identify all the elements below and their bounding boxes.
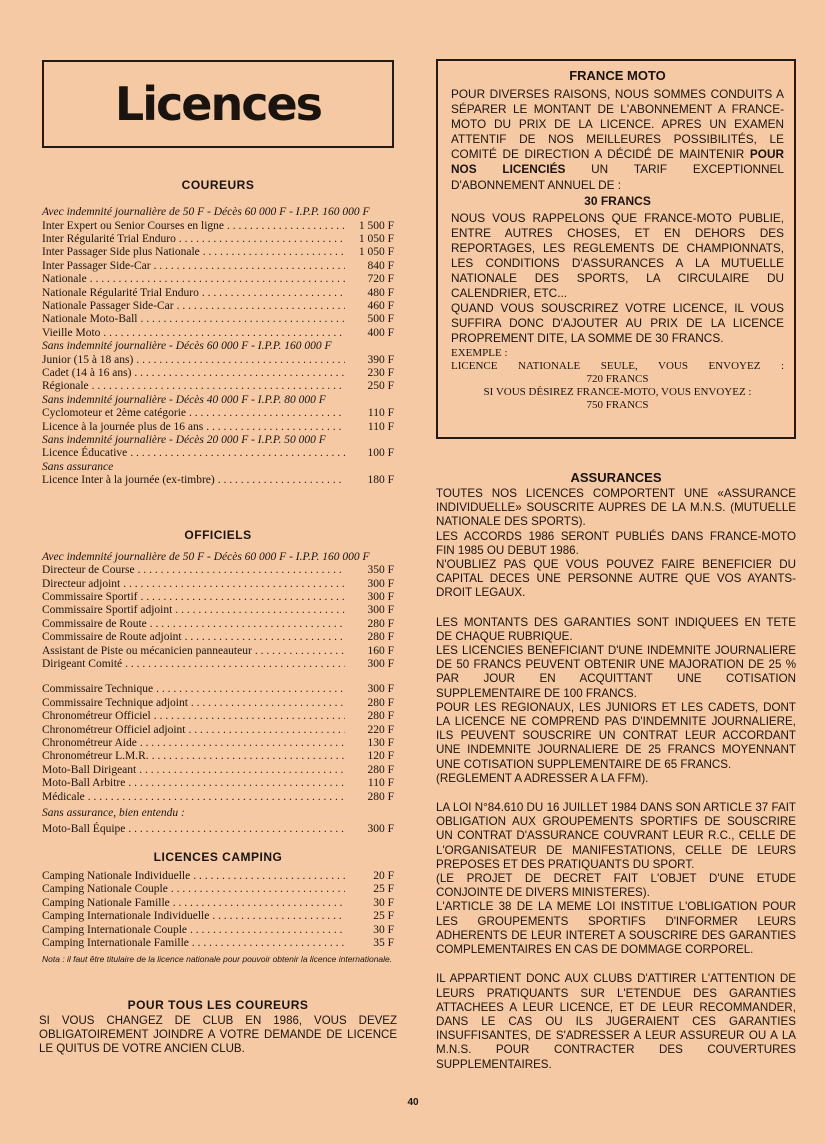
price-row (42, 937, 394, 950)
price-row-label: Commissaire Technique (42, 683, 154, 696)
price-row-label: Inter Passager Side-Car (42, 259, 151, 272)
leader-dots (130, 447, 345, 460)
price-row-label: Nationale (42, 273, 87, 286)
france-moto-example-2-amount: 750 FRANCS (586, 399, 649, 412)
price-row (42, 327, 394, 340)
price-row-value: 840 F (367, 259, 394, 272)
page-number: 40 (407, 1097, 419, 1108)
price-row-value: 300 F (367, 822, 394, 835)
leader-dots (150, 618, 345, 631)
price-row-value: 350 F (367, 564, 394, 577)
leader-dots (141, 313, 346, 326)
price-row-label: Junior (15 à 18 ans) (42, 353, 134, 366)
leader-dots (185, 631, 345, 644)
officiels-price-list-1 (42, 564, 394, 671)
price-row-value: 100 F (367, 447, 394, 460)
price-row (42, 407, 394, 420)
price-row (42, 791, 394, 804)
price-row-value: 300 F (367, 590, 394, 603)
price-row-value: 25 F (373, 910, 394, 923)
price-row-value: 110 F (367, 407, 394, 420)
price-row-value: 280 F (367, 696, 394, 709)
fm-p1-text-end: UN TARIF EXCEPTIONNEL D'ABONNEMENT ANNUEL DE : (451, 162, 784, 192)
price-row (42, 578, 394, 591)
france-moto-example-1: LICENCE NATIONALE SEULE, VOUS ENVOYEZ : (451, 359, 784, 372)
price-row-label: Moto-Ball Équipe (42, 822, 126, 835)
price-row-value: 1 050 F (358, 232, 394, 245)
leader-dots (190, 924, 345, 937)
price-row-label: Sans indemnité journalière - Décès 60 000 F - I.P.P. 160 000 F (42, 340, 332, 353)
price-row (42, 220, 394, 233)
assurances-title: ASSURANCES (570, 470, 662, 485)
officiels-price-list-2 (42, 683, 394, 804)
assurances-p3: N'OUBLIEZ PAS QUE VOUS POUVEZ FAIRE BENEFICIER DU CAPITAL DECES UNE PERSONNE AUTRE QUE VOS AYANTS-DROIT LEGAUX. (436, 558, 796, 600)
price-row-label: Sans indemnité journalière - Décès 40 000 F - I.P.P. 80 000 F (42, 393, 326, 406)
france-moto-paragraph-1 (451, 87, 784, 193)
price-row-label: Camping Nationale Individuelle (42, 869, 191, 882)
price-row-label: Nationale Passager Side-Car (42, 299, 174, 312)
left-column (39, 178, 397, 1057)
price-row-value: 300 F (367, 577, 394, 590)
price-row-value: 1 500 F (358, 219, 394, 232)
leader-dots (189, 407, 345, 420)
price-row-value: 30 F (373, 896, 394, 909)
price-row-label: Licence à la journée plus de 16 ans (42, 420, 204, 433)
leader-dots (202, 287, 345, 300)
price-row-value: 280 F (367, 790, 394, 803)
price-row-label: Camping Nationale Famille (42, 896, 170, 909)
price-row (42, 380, 394, 393)
price-row (42, 604, 394, 617)
price-row-label: Commissaire Sportif adjoint (42, 604, 173, 617)
assurances-p6: POUR LES REGIONAUX, LES JUNIORS ET LES CADETS, DONT LA LICENCE NE COMPREND PAS D'INDEMNITE JOURNALIERE, ILS PEUVENT SOUSCRIRE UN CONTRAT LEUR ACCORDANT UNE INDEMNITE JOURNALIERE DE 25 FRANCS MOYENNANT UNE COTISATION SUPPLEMENTAIRE DE 65 FRANCS. (436, 700, 796, 771)
assurances-p4: LES MONTANTS DES GARANTIES SONT INDIQUEES EN TETE DE CHAQUE RUBRIQUE. (436, 615, 796, 643)
leader-dots (138, 564, 345, 577)
price-row-value: 280 F (367, 631, 394, 644)
leader-dots (203, 246, 345, 259)
france-moto-price: 30 FRANCS (584, 193, 651, 208)
price-row (42, 421, 394, 434)
leader-dots (192, 937, 345, 950)
price-row-value: 220 F (367, 723, 394, 736)
leader-dots (140, 737, 345, 750)
price-row-label: Nationale Régularité Trial Enduro (42, 286, 199, 299)
price-row (42, 883, 394, 896)
price-row-value: 300 F (367, 657, 394, 670)
price-row-value: 480 F (367, 286, 394, 299)
price-row (42, 434, 394, 447)
leader-dots (128, 823, 345, 836)
price-row-label: Sans indemnité journalière - Décès 20 000 F - I.P.P. 50 000 F (42, 434, 326, 446)
price-row (42, 300, 394, 313)
leader-dots (175, 604, 345, 617)
assurances-p10: L'ARTICLE 38 DE LA MEME LOI INSTITUE L'OBLIGATION POUR LES GROUPEMENTS SPORTIFS D'INFORMER LEURS ADHERENTS DE LEUR INTERET A SOUSCRIRE DES GARANTIES COMPLEMENTAIRES EN CAS DE DOMMAGE CORPOREL. (436, 900, 796, 957)
price-row-label: Commissaire de Route adjoint (42, 631, 182, 644)
price-row-value: 230 F (367, 366, 394, 379)
price-row-value: 120 F (367, 750, 394, 763)
france-moto-paragraph-3: QUAND VOUS SOUSCRIREZ VOTRE LICENCE, IL VOUS SUFFIRA DONC D'AJOUTER AU PRIX DE LA LICENCE PROPREMENT DITE, LA SOMME DE 30 FRANCS. (451, 301, 784, 346)
price-row-label: Commissaire de Route (42, 617, 147, 630)
price-row-label: Camping Internationale Couple (42, 923, 187, 936)
price-row-label: Directeur adjoint (42, 577, 121, 590)
price-row-value: 30 F (373, 923, 394, 936)
price-row (42, 683, 394, 696)
price-row-label: Commissaire Sportif (42, 590, 138, 603)
leader-dots (212, 910, 345, 923)
leader-dots (88, 791, 345, 804)
price-row (42, 618, 394, 631)
leader-dots (125, 658, 345, 671)
price-row-label: Chronométreur L.M.R. (42, 750, 149, 763)
price-row (42, 246, 394, 259)
price-row-value: 300 F (367, 604, 394, 617)
leader-dots (173, 897, 345, 910)
price-row-label: Camping Internationale Individuelle (42, 910, 210, 923)
price-row-value: 280 F (367, 617, 394, 630)
leader-dots (123, 578, 345, 591)
price-row (42, 737, 394, 750)
price-row-value: 25 F (373, 883, 394, 896)
price-row-value: 300 F (367, 683, 394, 696)
assurances-p1: TOUTES NOS LICENCES COMPORTENT UNE «ASSURANCE INDIVIDUELLE» SOUSCRITE AUPRES DE LA M.N.S. (MUTUELLE NATIONALE DES SPORTS). (436, 487, 796, 529)
leader-dots (103, 327, 345, 340)
leader-dots (152, 750, 345, 763)
price-row (42, 564, 394, 577)
price-row-value: 280 F (367, 710, 394, 723)
assurances-p11: IL APPARTIENT DONC AUX CLUBS D'ATTIRER L'ATTENTION DE LEURS PRATIQUANTS SUR L'ETENDUE DES GARANTIES ATTACHEES A LEUR LICENCE, ET DE LEUR RECOMMANDER, DANS LE CAS OU ILS JUGERAIENT CES GARANTIES INSUFFISANTES, DE S'ADRESSER A LEUR ASSUREUR OU A LA M.N.S. POUR CONTRACTER DES COUVERTURES SUPPLEMENTAIRES. (436, 972, 796, 1071)
price-row-label: Vieille Moto (42, 326, 101, 339)
price-row (42, 287, 394, 300)
price-row-value: 180 F (367, 474, 394, 487)
price-row-label: Inter Passager Side plus Nationale (42, 246, 200, 259)
page-title: Licences (114, 77, 322, 131)
price-row-label: Licence Éducative (42, 447, 128, 460)
price-row-label: Dirigeant Comité (42, 657, 123, 670)
leader-dots (139, 764, 345, 777)
leader-dots (154, 710, 345, 723)
tous-coureurs-text: SI VOUS CHANGEZ DE CLUB EN 1986, VOUS DEVEZ OBLIGATOIREMENT JOINDRE A VOTRE DEMANDE DE LICENCE LE QUITUS DE VOTRE ANCIEN CLUB. (39, 1015, 397, 1055)
price-row (42, 591, 394, 604)
leader-dots (92, 380, 345, 393)
price-row-label: Camping Nationale Couple (42, 883, 168, 896)
leader-dots (136, 354, 345, 367)
price-row (42, 897, 394, 910)
fm-p1-bold: POUR NOS LICENCIÉS (451, 147, 784, 177)
price-row (42, 367, 394, 380)
assurances-p9: (LE PROJET DE DECRET FAIT L'OBJET D'UNE ETUDE CONJOINTE DE DIVERS MINISTERES). (436, 872, 796, 900)
leader-dots (90, 273, 345, 286)
fm-p1-text: POUR DIVERSES RAISONS, NOUS SOMMES CONDUITS A SÉPARER LE MONTANT DE L'ABONNEMENT A FRANCE-MOTO DU PRIX DE LA LICENCE. APRES UN EXAMEN ATTENTIF DE NOS MEILLEURES POSSIBILITÉS, LE COMITÉ DE DIRECTION A DÉCIDÉ DE MAINTENIR (451, 87, 784, 162)
price-row (42, 924, 394, 937)
price-row-label: Inter Régularité Trial Enduro (42, 232, 176, 245)
price-row (42, 697, 394, 710)
price-row (42, 447, 394, 460)
assurances-p8: LA LOI N°84.610 DU 16 JUILLET 1984 DANS SON ARTICLE 37 FAIT OBLIGATION AUX GROUPEMENTS SPORTIFS DE SOUSCRIRE UN CONTRAT D'ASSURANCE COUVRANT LEUR R.C., CELLE DE L'ORGANISATEUR DE MANIFESTATIONS, CELLE DE LEURS PREPOSES ET DES PRATIQUANTS DU SPORT. (436, 801, 796, 871)
price-row-value: 35 F (373, 936, 394, 949)
price-row (42, 823, 394, 836)
france-moto-title: FRANCE MOTO (569, 68, 666, 83)
leader-dots (255, 645, 345, 658)
price-row (42, 354, 394, 367)
price-row-value: 1 050 F (358, 246, 394, 259)
leader-dots (128, 777, 345, 790)
price-row-value: 500 F (367, 313, 394, 326)
price-row-label: Licence Inter à la journée (ex-timbre) (42, 474, 215, 487)
leader-dots (193, 870, 345, 883)
assurances-p2: LES ACCORDS 1986 SERONT PUBLIÉS DANS FRANCE-MOTO FIN 1985 OU DEBUT 1986. (436, 529, 796, 557)
price-row-value: 250 F (367, 380, 394, 393)
assurances-p7: (REGLEMENT A ADRESSER A LA FFM). (436, 771, 649, 785)
price-row-value: 720 F (367, 273, 394, 286)
price-row-label: Directeur de Course (42, 564, 135, 577)
price-row-value: 130 F (367, 737, 394, 749)
officiels-price-list-3 (42, 823, 394, 836)
price-row-label: Commissaire Technique adjoint (42, 696, 188, 709)
price-row-label: Régionale (42, 380, 89, 393)
price-row (42, 340, 394, 353)
price-row-value: 110 F (367, 777, 394, 790)
price-row-value: 20 F (373, 869, 394, 882)
price-row-value: 110 F (367, 420, 394, 433)
leader-dots (206, 421, 345, 434)
price-row (42, 233, 394, 246)
assurances-section (436, 470, 796, 1072)
price-row (42, 313, 394, 326)
price-row-label: Moto-Ball Arbitre (42, 777, 126, 790)
leader-dots (179, 233, 345, 246)
price-row-label: Chronométreur Officiel (42, 710, 151, 723)
price-row (42, 777, 394, 790)
price-row-label: Sans assurance (42, 460, 114, 473)
leader-dots (141, 591, 345, 604)
price-row-label: Chronométreur Aide (42, 737, 137, 749)
price-row (42, 260, 394, 273)
price-row-value: 390 F (367, 353, 394, 366)
france-moto-example-1-amount: 720 FRANCS (586, 372, 649, 385)
price-row (42, 474, 394, 487)
officiels-heading: OFFICIELS (184, 527, 252, 542)
leader-dots (177, 300, 345, 313)
camping-heading: LICENCES CAMPING (153, 849, 283, 864)
price-row (42, 910, 394, 923)
price-row-label: Moto-Ball Dirigeant (42, 763, 137, 776)
leader-dots (191, 697, 345, 710)
leader-dots (134, 367, 345, 380)
price-row (42, 645, 394, 658)
leader-dots (154, 260, 345, 273)
price-row-value: 280 F (367, 763, 394, 776)
coureurs-price-list (42, 220, 394, 488)
title-box (42, 60, 394, 148)
price-row-label: Assistant de Piste ou mécanicien panneauteur (42, 644, 252, 657)
price-row-label: Médicale (42, 790, 85, 803)
price-row-label: Camping Internationale Famille (42, 936, 189, 949)
france-moto-box (436, 59, 796, 439)
leader-dots (227, 220, 345, 233)
price-row-label: Cadet (14 à 16 ans) (42, 366, 132, 379)
france-moto-example-label: EXEMPLE : (451, 346, 508, 359)
coureurs-heading: COUREURS (181, 178, 255, 192)
price-row (42, 750, 394, 763)
price-row (42, 710, 394, 723)
tous-coureurs-heading: POUR TOUS LES COUREURS (127, 998, 309, 1013)
price-row (42, 394, 394, 407)
leader-dots (171, 883, 345, 896)
price-row-value: 460 F (367, 299, 394, 312)
price-row-label: Inter Expert ou Senior Courses en ligne (42, 219, 225, 232)
price-row-label: Nationale Moto-Ball (42, 313, 138, 326)
coureurs-note: Avec indemnité journalière de 50 F - Décès 60 000 F - I.P.P. 160 000 F (42, 206, 370, 218)
price-row-label: Chronométreur Officiel adjoint (42, 723, 186, 736)
france-moto-paragraph-2: NOUS VOUS RAPPELONS QUE FRANCE-MOTO PUBLIE, ENTRE AUTRES CHOSES, ET EN DEHORS DES REPORTAGES, LES REGLEMENTS DE CHAMPIONNATS, LES CONDITIONS D'ASSURANCES A LA MUTUELLE NATIONALE DES SPORTS, LA CIRCULAIRE DU CALENDRIER, ETC... (451, 210, 784, 301)
price-row-label: Cyclomoteur et 2ème catégorie (42, 407, 187, 420)
leader-dots (218, 474, 345, 487)
price-row (42, 658, 394, 671)
price-row (42, 273, 394, 286)
officiels-note-2: Sans assurance, bien entendu : (42, 807, 185, 820)
price-row (42, 631, 394, 644)
camping-price-list (42, 870, 394, 950)
price-row (42, 461, 394, 474)
officiels-note: Avec indemnité journalière de 50 F - Décès 60 000 F - I.P.P. 160 000 F (42, 550, 370, 563)
price-row (42, 724, 394, 737)
leader-dots (156, 683, 345, 696)
france-moto-example-2: SI VOUS DÉSIREZ FRANCE-MOTO, VOUS ENVOYEZ : (483, 386, 752, 399)
leader-dots (189, 724, 346, 737)
assurances-p5: LES LICENCIES BENEFICIANT D'UNE INDEMNITE JOURNALIERE DE 50 FRANCS PEUVENT OBTENIR UNE MAJORATION DE 25 % PAR JOUR EN ACQUITTANT UNE COTISATION SUPPLEMENTAIRE DE 100 FRANCS. (436, 644, 796, 700)
price-row-value: 400 F (367, 326, 394, 339)
price-row (42, 870, 394, 883)
price-row (42, 764, 394, 777)
price-row-value: 160 F (367, 644, 394, 657)
camping-note: Nota : il faut être titulaire de la licence nationale pour pouvoir obtenir la licence internationale. (42, 954, 393, 965)
